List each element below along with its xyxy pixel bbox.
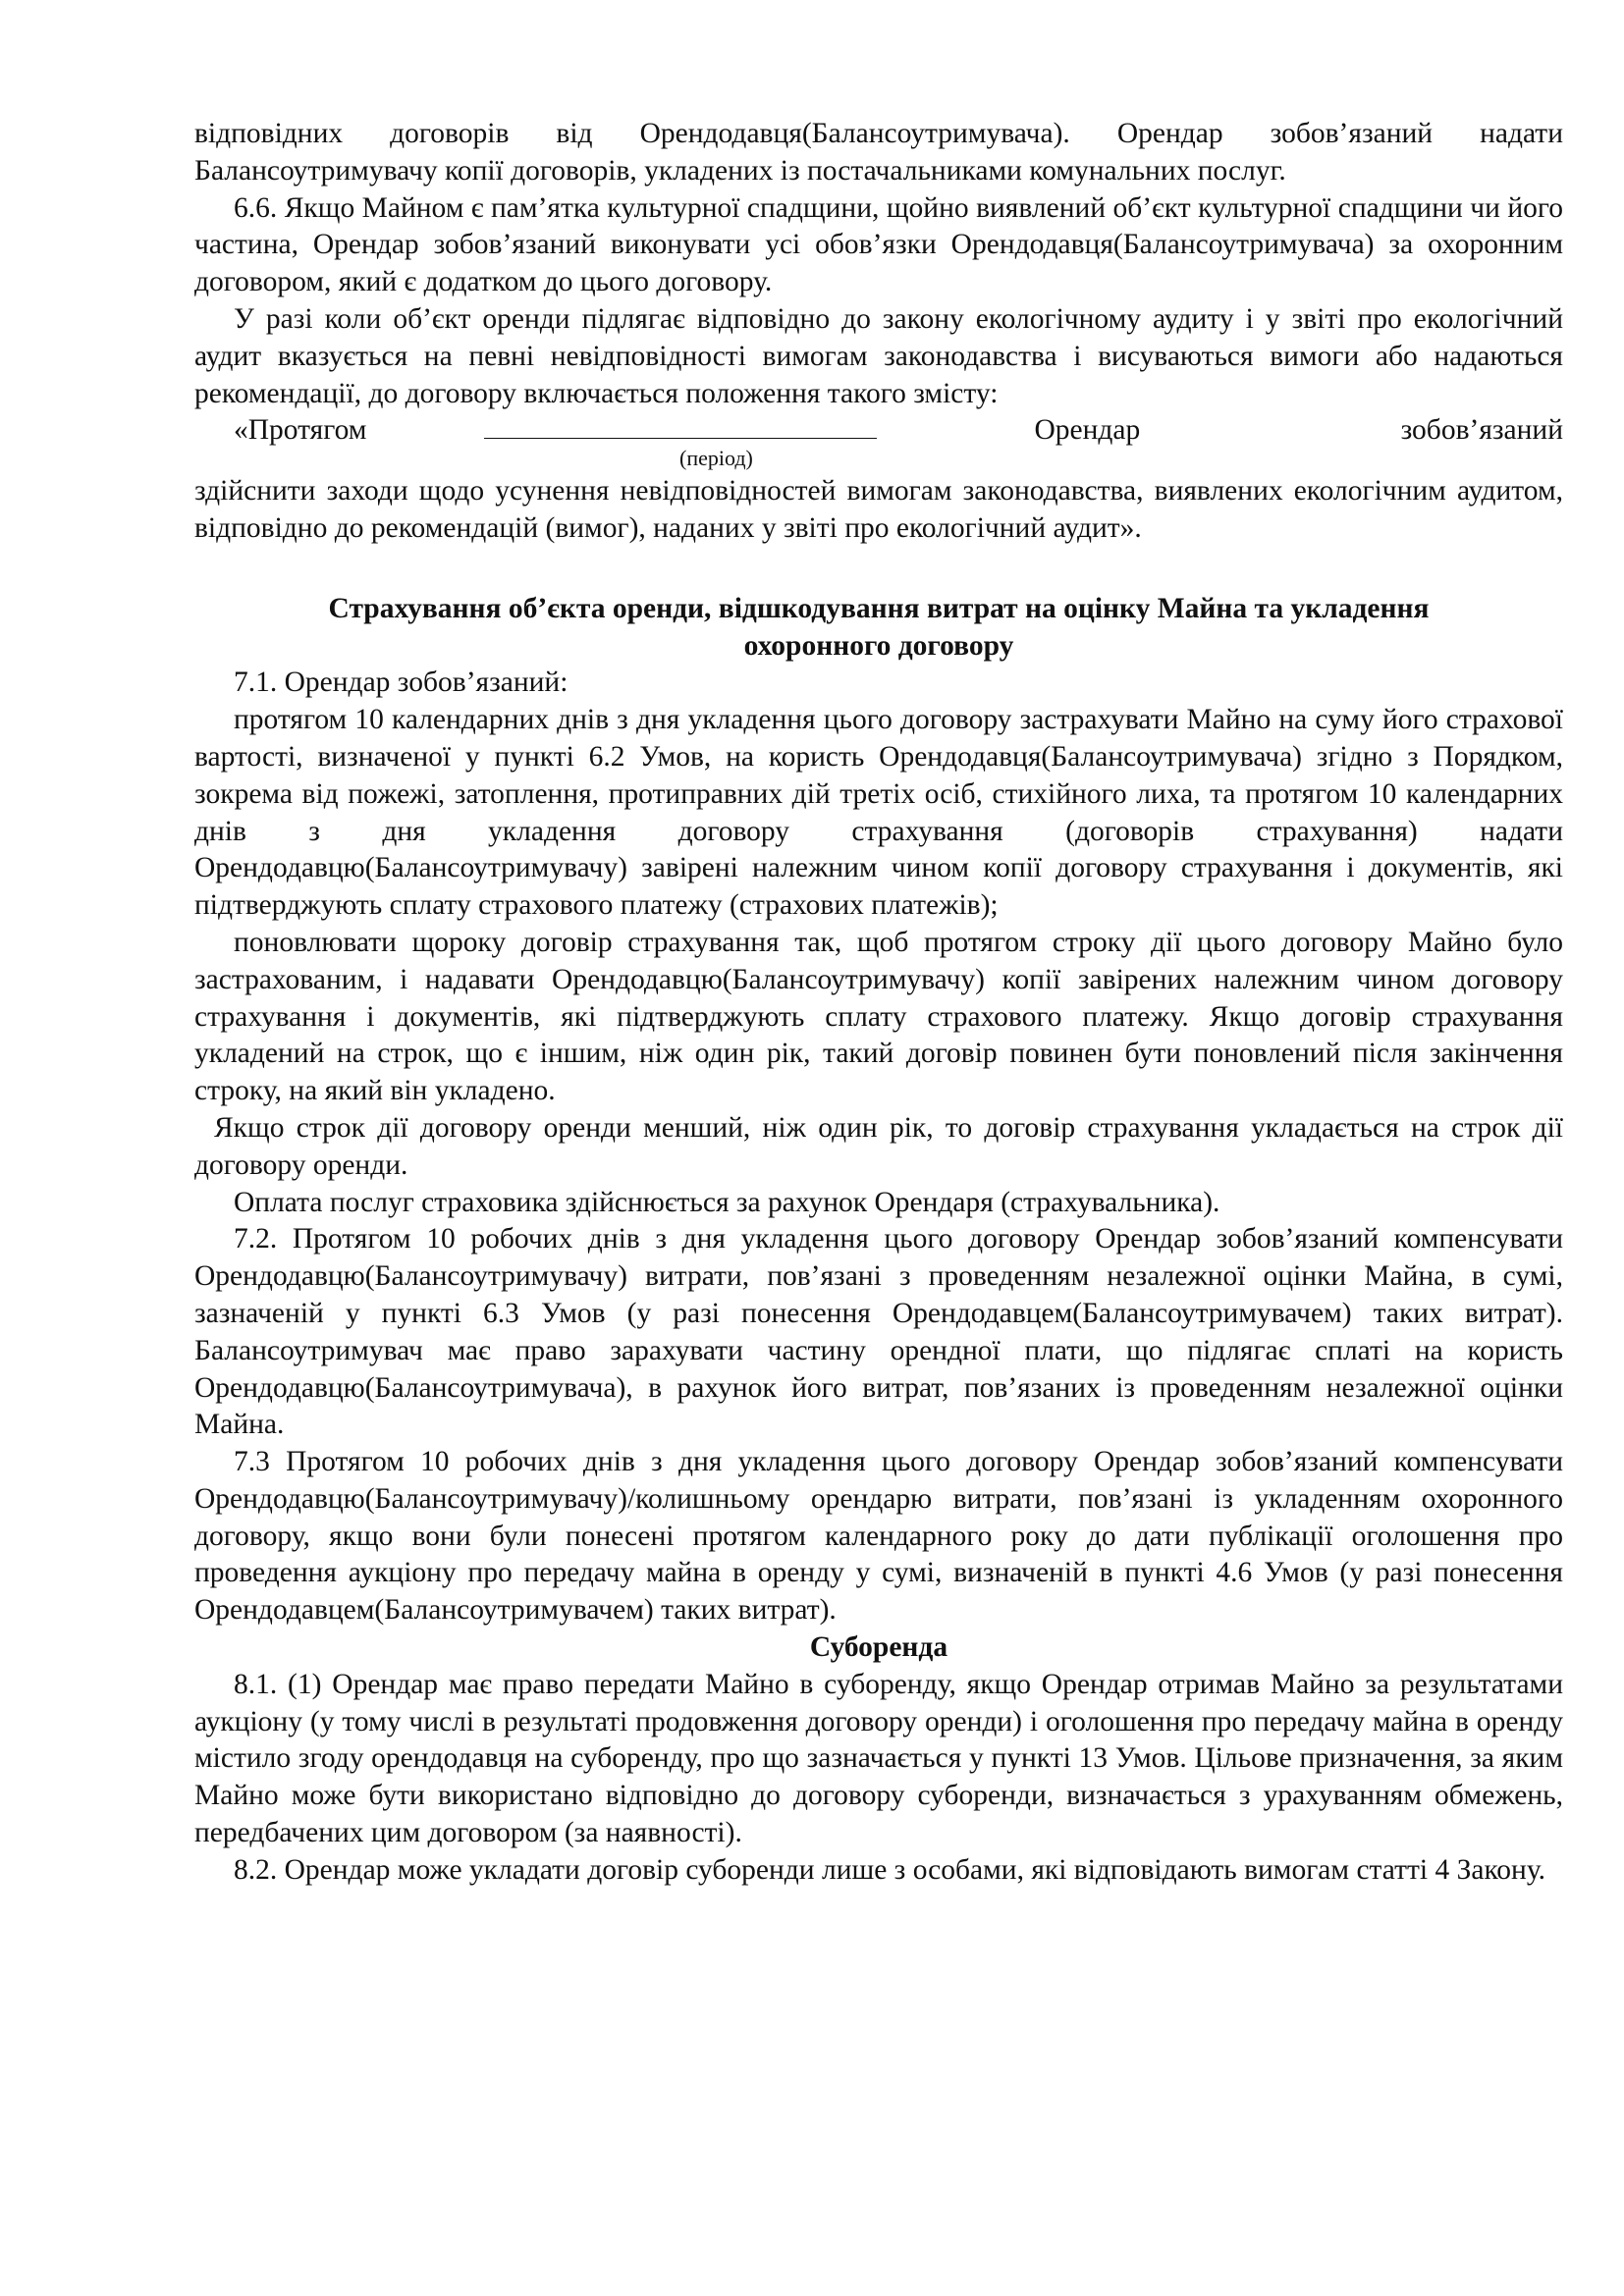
section-heading-insurance-line1: Страхування об’єкта оренди, відшкодування витрат на оцінку Майна та укладення — [328, 592, 1430, 624]
paragraph-insure-within-10-days: протягом 10 календарних днів з дня укладення цього договору застрахувати Майно на суму його страхової вартості, визначеної у пункті 6.2 Умов, на користь Орендодавця(Балансоутримувача) згідно з Порядком, зокрема від пожежі, затоплення, протиправних дій третіх осіб, стихійного лиха, та протягом 10 календарних днів з дня укладення договору страхування (договорів страхування) надати Орендодавцю(Балансоутримувачу) завірені належним чином копії договору страхування і документів, які підтверджують сплату страхового платежу (страхових платежів); — [194, 704, 1563, 922]
blank-line-word-left: «Протягом — [234, 414, 367, 447]
paragraph-renew-insurance: поновлювати щороку договір страхування так, щоб протягом строку дії цього договору Майно було застрахованим, і надавати Орендодавцю(Балансоутримувачу) копії завірених належним чином договору страхування і документів, які підтверджують сплату страхового платежу. Якщо договір страхування укладений на строк, що є іншим, ніж один рік, такий договір повинен бути поновлений після закінчення строку, на який він укладено. — [194, 926, 1563, 1107]
paragraph-8-2: 8.2. Орендар може укладати договір суборенди лише з особами, які відповідають вимогам статті 4 Закону. — [234, 1853, 1546, 1886]
paragraph-7-1: 7.1. Орендар зобов’язаний: — [234, 667, 568, 699]
paragraph-audit-measures: здійснити заходи щодо усунення невідповідностей вимогам законодавства, виявлених екологічним аудитом, відповідно до рекомендацій (вимог), наданих у звіті про екологічний аудит». — [194, 475, 1563, 544]
paragraph-short-term-insurance: Якщо строк дії договору оренди менший, ніж один рік, то договір страхування укладається на строк дії договору оренди. — [194, 1111, 1563, 1181]
paragraph-7-2: 7.2. Протягом 10 робочих днів з дня укладення цього договору Орендар зобов’язаний компенсувати Орендодавцю(Балансоутримувачу) витрати, пов’язані з проведенням незалежної оцінки Майна, в сумі, зазначеній у пункті 6.3 Умов (у разі понесення Орендодавцем(Балансоутримувачем) таких витрат). Балансоутримувач має право зарахувати частину орендної плати, що підлягає сплаті на користь Орендодавцю(Балансоутримувача), в рахунок його витрат, пов’язаних із проведенням незалежної оцінки Майна. — [194, 1223, 1563, 1441]
blank-line-word-mid: Орендар — [1034, 414, 1141, 447]
period-blank-line — [194, 412, 1563, 450]
period-caption: (період) — [679, 446, 753, 471]
section-heading-insurance-line2: охоронного договору — [743, 629, 1014, 662]
paragraph-utilities-contracts: відповідних договорів від Орендодавця(Балансоутримувача). Орендар зобов’язаний надати Балансоутримувачу копії договорів, укладених із постачальниками комунальних послуг. — [194, 118, 1563, 187]
paragraph-6-6: 6.6. Якщо Майном є пам’ятка культурної спадщини, щойно виявлений об’єкт культурної спадщини чи його частина, Орендар зобов’язаний виконувати усі обов’язки Орендодавця(Балансоутримувача) за охоронним договором, який є додатком до цього договору. — [194, 191, 1563, 298]
blank-line-word-right: зобов’язаний — [1400, 414, 1563, 447]
section-heading-sublease: Суборенда — [809, 1631, 948, 1664]
section-heading-insurance — [194, 591, 1563, 628]
paragraph-8-1: 8.1. (1) Орендар має право передати Майно в суборенду, якщо Орендар отримав Майно за результатами аукціону (у тому числі в результаті продовження договору оренди) і оголошення про передачу майна в оренду містило згоду орендодавця на суборенду, про що зазначається у пункті 13 Умов. Цільове призначення, за яким Майно може бути використано відповідно до договору суборенди, визначається з урахуванням обмежень, передбачених цим договором (за наявності). — [194, 1668, 1563, 1849]
paragraph-ecological-audit: У разі коли об’єкт оренди підлягає відповідно до закону екологічному аудиту і у звіті про екологічний аудит вказується на певні невідповідності вимогам законодавства і висуваються вимоги або надаються рекомендації, до договору включається положення такого змісту: — [194, 302, 1563, 409]
document-page — [194, 116, 1563, 1890]
paragraph-insurer-payment: Оплата послуг страховика здійснюється за рахунок Орендаря (страхувальника). — [234, 1186, 1220, 1218]
paragraph-7-3: 7.3 Протягом 10 робочих днів з дня укладення цього договору Орендар зобов’язаний компенсувати Орендодавцю(Балансоутримувачу)/колишньому орендарю витрати, пов’язані із укладенням охоронного договору, якщо вони були понесені протягом календарного року до дати публікації оголошення про проведення аукціону про передачу майна в оренду у сумі, визначеній в пункті 4.6 Умов (у разі понесення Орендодавцем(Балансоутримувачем) таких витрат). — [194, 1446, 1563, 1627]
period-fill-blank — [484, 412, 877, 439]
